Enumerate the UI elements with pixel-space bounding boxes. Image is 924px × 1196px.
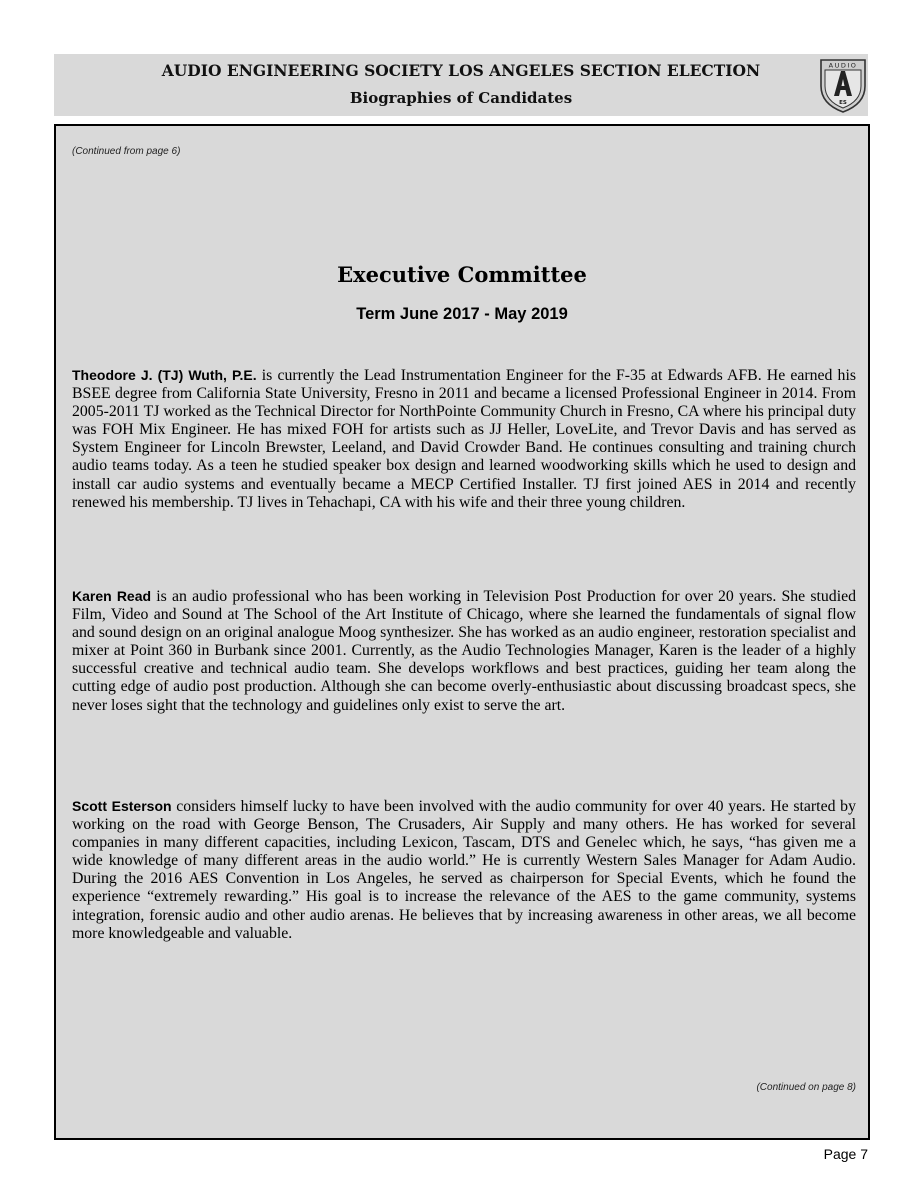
continued-from-note: (Continued from page 6) bbox=[72, 146, 181, 157]
svg-text:ES: ES bbox=[839, 100, 847, 106]
bio-name: Theodore J. (TJ) Wuth, P.E. bbox=[72, 367, 257, 383]
bio-paragraph bbox=[72, 797, 856, 943]
page-header bbox=[54, 54, 868, 116]
content-panel bbox=[54, 124, 870, 1140]
header-title: AUDIO ENGINEERING SOCIETY LOS ANGELES SECTION ELECTION bbox=[161, 61, 761, 80]
svg-text:AUDIO: AUDIO bbox=[828, 61, 858, 70]
bio-name: Scott Esterson bbox=[72, 798, 172, 814]
section-term: Term June 2017 - May 2019 bbox=[356, 305, 568, 323]
bio-paragraph bbox=[72, 366, 856, 512]
bio-text: is an audio professional who has been working in Television Post Production for over 20 years. She studied Film, Video and Sound at The School of the Art Institute of Chicago, where she learned the fundamentals of signal flow and sound design on an original analogue Moog synthesizer. She has worked as an audio engineer, restoration specialist and mixer at Point 360 in Burbank since 2001. Currently, as the Audio Technologies Manager, Karen is the leader of a highly successful creative and technical audio team. She develops workflows and best practices, guiding her team along the cutting edge of audio post production. Although she can become overly-enthusiastic about discussing broadcast specs, she never loses sight that the technology and guidelines only exist to serve the art. bbox=[72, 588, 857, 714]
header-subtitle: Biographies of Candidates bbox=[349, 89, 573, 107]
bio-text: considers himself lucky to have been involved with the audio community for over 40 years. He started by working on the road with George Benson, The Crusaders, Air Supply and many others. He has worked for several companies in many different capacities, including Lexicon, Tascam, DTS and Genelec which, he says, “has given me a wide knowledge of many different areas in the audio world.” He is currently Western Sales Manager for Adam Audio. During the 2016 AES Convention in Los Angeles, he served as chairperson for Special Events, which he found the experience “extremely rewarding.” His goal is to increase the relevance of the AES to the game community, systems integration, forensic audio and other audio arenas. He believes that by increasing awareness in other areas, we all become more knowledgeable and valuable. bbox=[72, 798, 856, 942]
bio-text: is currently the Lead Instrumentation Engineer for the F-35 at Edwards AFB. He earned his BSEE degree from California State University, Fresno in 2011 and became a licensed Professional Engineer in 2014. From 2005-2011 TJ worked as the Technical Director for NorthPointe Community Church in Fresno, CA where his principal duty was FOH Mix Engineer. He has mixed FOH for artists such as JJ Heller, LoveLite, and Trevor Davis and has served as System Engineer for Lincoln Brewster, Leeland, and David Crowder Band. He continues consulting and training church audio teams today. As a teen he studied speaker box design and learned woodworking skills which he used to design and install car audio systems and eventually became a MECP Certified Installer. TJ first joined AES in 2014 and recently renewed his membership. TJ lives in Tehachapi, CA with his wife and their three young children. bbox=[72, 367, 856, 511]
bio-paragraph bbox=[72, 587, 856, 715]
bio-name: Karen Read bbox=[72, 588, 152, 604]
section-title: Executive Committee bbox=[337, 262, 587, 287]
page-number: Page 7 bbox=[823, 1146, 868, 1162]
continued-on-note: (Continued on page 8) bbox=[756, 1082, 856, 1093]
aes-logo-icon bbox=[818, 56, 868, 114]
